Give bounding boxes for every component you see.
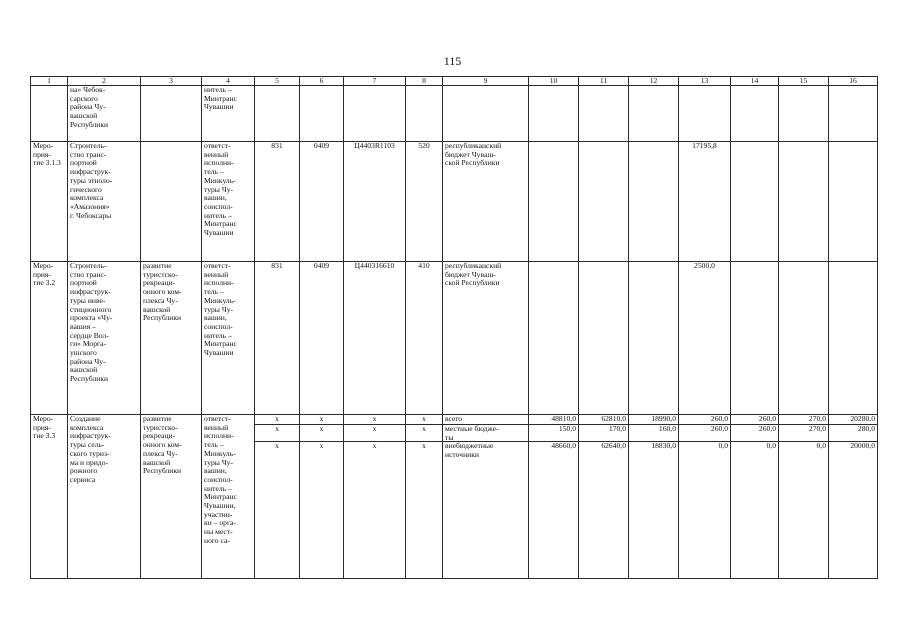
sub-cell: x bbox=[255, 425, 299, 442]
cell bbox=[731, 86, 779, 142]
sub-cell: 260,0 bbox=[679, 425, 730, 442]
measure-name-cell: Строитель- ство транс- портной инфраструк- туры инве- стиционного проекта «Чу- вашия – сердце Вол- ги» Морга- ушского района Чу- вашской Республики bbox=[68, 262, 141, 415]
sub-cell: 48660,0 bbox=[551, 442, 576, 450]
sub-cell: 62640,0 bbox=[601, 442, 626, 450]
executor-cell: ответст- венный исполни- тель – Минкуль- туры Чу- вашии, соиспол- нитель – Минтранс Чувашии, участни- ки – орга- ны мест- ного са- bbox=[202, 415, 255, 579]
cell bbox=[529, 86, 579, 142]
sub-cell: внебюджетные источники bbox=[445, 442, 494, 459]
cell bbox=[255, 86, 300, 142]
amount-cell: 17195,8 bbox=[679, 142, 731, 262]
cell bbox=[443, 86, 529, 142]
sub-cell: 260,0 bbox=[731, 415, 778, 425]
sub-cell: 150,0 bbox=[529, 425, 578, 442]
cell bbox=[529, 262, 579, 415]
measure-id-cell: Меро- прия- тие 3.2 bbox=[31, 262, 68, 415]
grbs-code-cell bbox=[255, 415, 300, 579]
amount-cell bbox=[629, 415, 679, 579]
cell bbox=[300, 86, 344, 142]
col-num-11: 11 bbox=[579, 77, 629, 86]
col-num-6: 6 bbox=[300, 77, 344, 86]
col-num-8: 8 bbox=[406, 77, 443, 86]
page-number: 115 bbox=[443, 54, 462, 68]
target-article-cell: Ц440316610 bbox=[344, 262, 406, 415]
sub-cell: 20000,0 bbox=[850, 442, 875, 450]
col-num-15: 15 bbox=[779, 77, 829, 86]
amount-cell bbox=[529, 415, 579, 579]
grbs-code-cell: 831 bbox=[255, 142, 300, 262]
sub-cell: 18990,0 bbox=[629, 415, 678, 425]
cell bbox=[529, 142, 579, 262]
amount-cell bbox=[679, 415, 731, 579]
sub-cell: x bbox=[255, 415, 299, 425]
cell bbox=[406, 86, 443, 142]
measure-id-cell: Меро- прия- тие 3.3 bbox=[31, 415, 68, 579]
sub-cell: 280,0 bbox=[829, 425, 877, 442]
amount-cell: 2500,0 bbox=[679, 262, 731, 415]
col-num-13: 13 bbox=[679, 77, 731, 86]
section-code-cell: 0409 bbox=[300, 262, 344, 415]
cell bbox=[629, 86, 679, 142]
cell bbox=[31, 86, 68, 142]
executor-cell: ответст- венный исполни- тель – Минкуль- туры Чу- вашии, соиспол- нитель – Минтранс Чувашии bbox=[202, 142, 255, 262]
sub-cell: 20280,0 bbox=[829, 415, 877, 425]
amount-cell bbox=[779, 415, 829, 579]
sub-cell: x bbox=[406, 425, 442, 442]
table-row-measure-3-1-3 bbox=[31, 142, 878, 262]
section-code-cell bbox=[300, 415, 344, 579]
sub-cell: 0,0 bbox=[766, 442, 776, 450]
cell bbox=[629, 262, 679, 415]
sub-cell: x bbox=[344, 425, 405, 442]
col-num-3: 3 bbox=[141, 77, 202, 86]
table-row-measure-3-3 bbox=[31, 415, 878, 579]
cell bbox=[731, 262, 779, 415]
sub-cell: 270,0 bbox=[779, 415, 828, 425]
sub-cell: местные бюдже- ты bbox=[443, 425, 528, 442]
sub-cell: x bbox=[422, 442, 426, 450]
col-num-9: 9 bbox=[443, 77, 529, 86]
sub-cell: 0,0 bbox=[816, 442, 826, 450]
col-num-2: 2 bbox=[68, 77, 141, 86]
cell bbox=[344, 86, 406, 142]
measure-name-cell: Создание комплекса инфраструк- туры сель- ского туриз- ма и придо- рожного сервиса bbox=[68, 415, 141, 579]
col-num-10: 10 bbox=[529, 77, 579, 86]
grbs-code-cell: 831 bbox=[255, 262, 300, 415]
cell bbox=[579, 142, 629, 262]
amount-cell bbox=[579, 415, 629, 579]
expense-type-cell: 410 bbox=[406, 262, 443, 415]
expense-type-cell: 520 bbox=[406, 142, 443, 262]
subprogram-cell bbox=[141, 142, 202, 262]
subprogram-cell: развитие туристско- рекреаци- онного ком- плекса Чу- вашской Республики bbox=[141, 262, 202, 415]
expense-type-cell bbox=[406, 415, 443, 579]
target-article-cell bbox=[344, 415, 406, 579]
cell bbox=[829, 86, 878, 142]
measure-id-cell: Меро- прия- тие 3.1.3 bbox=[31, 142, 68, 262]
cell bbox=[629, 142, 679, 262]
amount-cell bbox=[731, 415, 779, 579]
executor-cell: ответст- венный исполни- тель – Минкуль- туры Чу- вашии, соиспол- нитель – Минтранс Чувашии bbox=[202, 262, 255, 415]
cell bbox=[731, 142, 779, 262]
col-num-5: 5 bbox=[255, 77, 300, 86]
table-row-continued bbox=[31, 86, 878, 142]
measure-name-cell: Строитель- ство транс- портной инфраструк- туры этноло- гического комплекса «Амазония» г. Чебоксары bbox=[68, 142, 141, 262]
sub-cell: x bbox=[406, 415, 442, 425]
table-row-measure-3-2 bbox=[31, 262, 878, 415]
funding-source-cell: республиканский бюджет Чуваш- ской Республики bbox=[443, 142, 529, 262]
col-num-1: 1 bbox=[31, 77, 68, 86]
program-table bbox=[30, 76, 878, 579]
cell bbox=[829, 142, 878, 262]
cell bbox=[779, 142, 829, 262]
sub-cell: 18830,0 bbox=[651, 442, 676, 450]
sub-cell: 270,0 bbox=[779, 425, 828, 442]
col-num-12: 12 bbox=[629, 77, 679, 86]
cell bbox=[779, 86, 829, 142]
sub-cell: x bbox=[275, 442, 279, 450]
executor-cell: нитель – Минтранс Чувашии bbox=[202, 86, 255, 142]
funding-source-cell bbox=[443, 415, 529, 579]
sub-cell: всего bbox=[443, 415, 528, 425]
sub-cell: x bbox=[372, 442, 377, 450]
measure-name-cell: на» Чебок- сарского района Чу- вашской Республики bbox=[68, 86, 141, 142]
sub-cell: 48810,0 bbox=[529, 415, 578, 425]
cell bbox=[679, 86, 731, 142]
cell bbox=[579, 86, 629, 142]
sub-cell: 62810,0 bbox=[579, 415, 628, 425]
sub-cell: x bbox=[344, 415, 405, 425]
cell bbox=[579, 262, 629, 415]
section-code-cell: 0409 bbox=[300, 142, 344, 262]
sub-cell: x bbox=[319, 442, 324, 450]
sub-cell: 160,0 bbox=[629, 425, 678, 442]
amount-cell bbox=[829, 415, 878, 579]
cell bbox=[779, 262, 829, 415]
sub-cell: 0,0 bbox=[718, 442, 728, 450]
col-num-16: 16 bbox=[829, 77, 878, 86]
cell bbox=[141, 86, 202, 142]
col-num-4: 4 bbox=[202, 77, 255, 86]
cell bbox=[829, 262, 878, 415]
column-number-row bbox=[31, 77, 878, 86]
subprogram-cell: развитие туристско- рекреаци- онного ком- плекса Чу- вашской Республики bbox=[141, 415, 202, 579]
col-num-7: 7 bbox=[344, 77, 406, 86]
sub-cell: 260,0 bbox=[679, 415, 730, 425]
sub-cell: 260,0 bbox=[731, 425, 778, 442]
sub-cell: x bbox=[300, 425, 343, 442]
col-num-14: 14 bbox=[731, 77, 779, 86]
sub-cell: x bbox=[300, 415, 343, 425]
target-article-cell: Ц4403R1103 bbox=[344, 142, 406, 262]
sub-cell: 170,0 bbox=[579, 425, 628, 442]
funding-source-cell: республиканский бюджет Чуваш- ской Республики bbox=[443, 262, 529, 415]
